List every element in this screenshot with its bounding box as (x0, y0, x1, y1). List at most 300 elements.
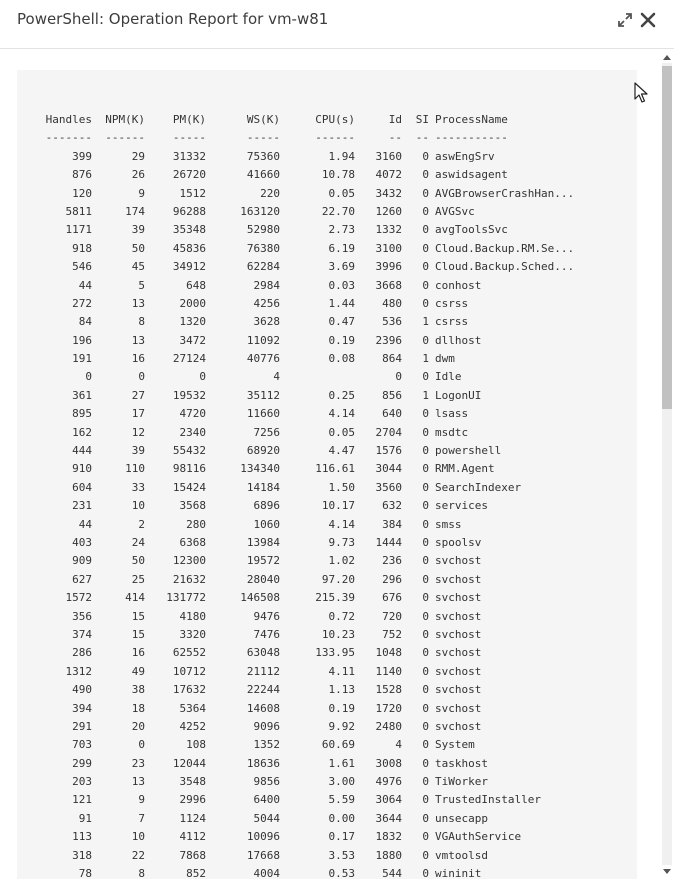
cell-npm: 10 (131, 499, 145, 513)
cell-handles: 1171 (65, 223, 92, 237)
cell-npm: 38 (131, 683, 145, 697)
cell-npm: 18 (131, 701, 145, 715)
cell-id: 2704 (375, 425, 402, 439)
cell-cpu: 0.03 (328, 278, 355, 292)
cell-cpu: 3.69 (328, 260, 355, 274)
cell-ws: 6896 (253, 499, 280, 513)
cell-cpu: 0.05 (328, 425, 355, 439)
cell-ws: 63048 (246, 646, 280, 660)
cell-cpu: 97.20 (321, 572, 355, 586)
cell-npm: 24 (131, 535, 145, 549)
cell-ws: 146508 (240, 591, 280, 605)
cell-id: 4976 (375, 775, 402, 789)
cell-handles: 162 (72, 425, 92, 439)
separator-npm: ------ (105, 131, 145, 145)
cell-id: 384 (382, 517, 402, 531)
cell-cpu: 6.19 (328, 241, 355, 255)
cell-ws: 52980 (246, 223, 280, 237)
cell-si: 0 (422, 444, 429, 458)
cell-handles: 120 (72, 186, 92, 200)
cell-pm: 280 (186, 517, 206, 531)
cell-npm: 39 (131, 444, 145, 458)
separator-ws: ----- (246, 131, 280, 145)
cell-pm: 1124 (179, 811, 206, 825)
cell-cpu: 9.92 (328, 719, 355, 733)
cell-npm: 110 (125, 462, 145, 476)
cell-npm: 29 (131, 149, 145, 163)
cell-si: 0 (422, 241, 429, 255)
separator-cpu: ------ (315, 131, 355, 145)
cell-id: 536 (382, 315, 402, 329)
cell-processname: csrss (435, 296, 469, 310)
cell-processname: conhost (435, 278, 482, 292)
cell-ws: 6400 (253, 793, 280, 807)
cell-ws: 3628 (253, 315, 280, 329)
cell-pm: 852 (186, 867, 206, 879)
cell-handles: 403 (72, 535, 92, 549)
cell-cpu: 9.73 (328, 535, 355, 549)
cell-si: 0 (422, 591, 429, 605)
scroll-up-arrow-icon[interactable] (663, 55, 671, 60)
cell-npm: 27 (131, 388, 145, 402)
cell-id: 1444 (375, 535, 402, 549)
cell-cpu: 1.44 (328, 296, 355, 310)
cell-cpu: 22.70 (321, 204, 355, 218)
cell-ws: 68920 (246, 444, 280, 458)
cell-ws: 220 (260, 186, 280, 200)
cell-npm: 25 (131, 572, 145, 586)
cell-processname: dwm (435, 352, 455, 366)
separator-id: -- (388, 131, 402, 145)
cell-cpu: 0.17 (328, 830, 355, 844)
mouse-pointer-icon (634, 82, 650, 104)
cell-processname: aswEngSrv (435, 149, 495, 163)
cell-id: 1720 (375, 701, 402, 715)
cell-ws: 4 (273, 370, 280, 384)
cell-pm: 12044 (172, 756, 206, 770)
cell-ws: 10096 (246, 830, 280, 844)
cell-handles: 84 (78, 315, 92, 329)
cell-si: 1 (422, 388, 429, 402)
cell-si: 0 (422, 425, 429, 439)
cell-id: 640 (382, 407, 402, 421)
cell-id: 4072 (375, 168, 402, 182)
cell-id: 1528 (375, 683, 402, 697)
cell-ws: 7256 (253, 425, 280, 439)
cell-si: 0 (422, 738, 429, 752)
cell-npm: 9 (138, 793, 145, 807)
cell-handles: 286 (72, 646, 92, 660)
cell-cpu: 10.23 (321, 627, 355, 641)
cell-processname: lsass (435, 407, 469, 421)
cell-npm: 16 (131, 646, 145, 660)
cell-processname: AVGSvc (435, 204, 475, 218)
cell-id: 3644 (375, 811, 402, 825)
cell-pm: 3548 (179, 775, 206, 789)
cell-processname: AVGBrowserCrashHan... (435, 186, 575, 200)
cell-si: 0 (422, 572, 429, 586)
cell-processname: wininit (435, 867, 482, 879)
cell-pm: 2996 (179, 793, 206, 807)
cell-pm: 12300 (172, 554, 206, 568)
cell-ws: 62284 (246, 260, 280, 274)
cell-si: 0 (422, 775, 429, 789)
cell-id: 3996 (375, 260, 402, 274)
cell-pm: 3568 (179, 499, 206, 513)
cell-pm: 62552 (172, 646, 206, 660)
cell-npm: 49 (131, 664, 145, 678)
cell-ws: 134340 (240, 462, 280, 476)
cell-processname: csrss (435, 315, 469, 329)
report-output (17, 70, 637, 879)
cell-cpu: 1.13 (328, 683, 355, 697)
separator-handles: ------- (45, 131, 92, 145)
cell-cpu: 0.19 (328, 333, 355, 347)
cell-npm: 13 (131, 333, 145, 347)
cell-handles: 394 (72, 701, 92, 715)
cell-id: 3008 (375, 756, 402, 770)
cell-si: 0 (422, 462, 429, 476)
cell-pm: 96288 (172, 204, 206, 218)
cell-pm: 7868 (179, 848, 206, 862)
cell-npm: 23 (131, 756, 145, 770)
cell-id: 3044 (375, 462, 402, 476)
cell-ws: 21112 (246, 664, 280, 678)
cell-ws: 40776 (246, 352, 280, 366)
cell-handles: 703 (72, 738, 92, 752)
cell-pm: 6368 (179, 535, 206, 549)
cell-si: 0 (422, 499, 429, 513)
expand-icon[interactable] (617, 12, 633, 28)
cell-processname: smss (435, 517, 462, 531)
cell-cpu: 10.17 (321, 499, 355, 513)
cell-pm: 131772 (166, 591, 206, 605)
cell-id: 1048 (375, 646, 402, 660)
cell-npm: 50 (131, 241, 145, 255)
cell-npm: 33 (131, 480, 145, 494)
cell-ws: 13984 (246, 535, 280, 549)
cell-id: 3160 (375, 149, 402, 163)
separator-processname: ----------- (435, 131, 508, 145)
cell-npm: 12 (131, 425, 145, 439)
cell-npm: 13 (131, 775, 145, 789)
cell-ws: 7476 (253, 627, 280, 641)
cell-ws: 9096 (253, 719, 280, 733)
cell-ws: 18636 (246, 756, 280, 770)
cell-npm: 15 (131, 627, 145, 641)
cell-processname: svchost (435, 664, 482, 678)
cell-processname: svchost (435, 572, 482, 586)
cell-processname: VGAuthService (435, 830, 522, 844)
cell-pm: 108 (186, 738, 206, 752)
cell-handles: 272 (72, 296, 92, 310)
cell-handles: 121 (72, 793, 92, 807)
cell-cpu: 0.53 (328, 867, 355, 879)
cell-handles: 91 (78, 811, 92, 825)
cell-npm: 8 (138, 315, 145, 329)
cell-ws: 4256 (253, 296, 280, 310)
cell-pm: 4252 (179, 719, 206, 733)
cell-pm: 17632 (172, 683, 206, 697)
cell-id: 1140 (375, 664, 402, 678)
header-pm: PM(K) (172, 113, 206, 126)
cell-processname: dllhost (435, 333, 482, 347)
cell-cpu: 0.08 (328, 352, 355, 366)
cell-npm: 45 (131, 260, 145, 274)
close-icon[interactable] (639, 11, 657, 29)
cell-ws: 163120 (240, 204, 280, 218)
cell-processname: Cloud.Backup.Sched... (435, 260, 575, 274)
scroll-thumb[interactable] (662, 66, 672, 409)
cell-processname: svchost (435, 701, 482, 715)
cell-processname: SearchIndexer (435, 480, 522, 494)
cell-si: 0 (422, 554, 429, 568)
cell-cpu: 133.95 (315, 646, 355, 660)
cell-id: 544 (382, 867, 402, 879)
cell-npm: 22 (131, 848, 145, 862)
cell-handles: 44 (78, 517, 92, 531)
cell-ws: 75360 (246, 149, 280, 163)
cell-npm: 20 (131, 719, 145, 733)
cell-ws: 5044 (253, 811, 280, 825)
cell-pm: 15424 (172, 480, 206, 494)
cell-ws: 14184 (246, 480, 280, 494)
cell-pm: 3472 (179, 333, 206, 347)
cell-cpu: 3.53 (328, 848, 355, 862)
cell-pm: 26720 (172, 168, 206, 182)
cell-processname: svchost (435, 719, 482, 733)
cell-npm: 26 (131, 168, 145, 182)
cell-processname: msdtc (435, 425, 469, 439)
cell-cpu: 0.05 (328, 186, 355, 200)
cell-processname: avgToolsSvc (435, 223, 508, 237)
cell-id: 1576 (375, 444, 402, 458)
cell-id: 480 (382, 296, 402, 310)
cell-si: 0 (422, 701, 429, 715)
cell-pm: 3320 (179, 627, 206, 641)
cell-handles: 374 (72, 627, 92, 641)
cell-handles: 910 (72, 462, 92, 476)
cell-handles: 44 (78, 278, 92, 292)
cell-processname: taskhost (435, 756, 488, 770)
cell-handles: 399 (72, 149, 92, 163)
dialog-header (0, 0, 674, 49)
cell-si: 0 (422, 278, 429, 292)
cell-si: 0 (422, 407, 429, 421)
cell-si: 1 (422, 315, 429, 329)
cell-processname: svchost (435, 554, 482, 568)
header-ws: WS(K) (246, 113, 280, 126)
cell-cpu: 1.94 (328, 149, 355, 163)
cell-ws: 41660 (246, 168, 280, 182)
cell-handles: 318 (72, 848, 92, 862)
cell-ws: 76380 (246, 241, 280, 255)
cell-pm: 35348 (172, 223, 206, 237)
cell-si: 0 (422, 627, 429, 641)
cell-ws: 11660 (246, 407, 280, 421)
separator-pm: ----- (172, 131, 206, 145)
vertical-scrollbar[interactable] (660, 49, 674, 879)
cell-id: 720 (382, 609, 402, 623)
cell-si: 0 (422, 204, 429, 218)
cell-id: 752 (382, 627, 402, 641)
cell-cpu: 0.72 (328, 609, 355, 623)
cell-pm: 1512 (179, 186, 206, 200)
cell-pm: 4720 (179, 407, 206, 421)
cell-npm: 174 (125, 204, 145, 218)
separator-si: -- (415, 131, 429, 145)
cell-cpu: 1.50 (328, 480, 355, 494)
scroll-down-arrow-icon[interactable] (663, 869, 671, 874)
cell-handles: 627 (72, 572, 92, 586)
cell-npm: 50 (131, 554, 145, 568)
cell-cpu: 4.14 (328, 407, 355, 421)
cell-handles: 918 (72, 241, 92, 255)
cell-cpu: 4.14 (328, 517, 355, 531)
cell-pm: 98116 (172, 462, 206, 476)
cell-si: 1 (422, 352, 429, 366)
cell-handles: 113 (72, 830, 92, 844)
cell-handles: 909 (72, 554, 92, 568)
cell-si: 0 (422, 260, 429, 274)
cell-processname: TrustedInstaller (435, 793, 541, 807)
header-processname: ProcessName (435, 113, 508, 126)
cell-npm: 5 (138, 278, 145, 292)
header-cpu: CPU(s) (315, 113, 355, 126)
cell-cpu: 0.47 (328, 315, 355, 329)
cell-si: 0 (422, 719, 429, 733)
cell-id: 2480 (375, 719, 402, 733)
cell-processname: svchost (435, 646, 482, 660)
dialog-title: PowerShell: Operation Report for vm-w81 (17, 10, 329, 28)
cell-ws: 22244 (246, 683, 280, 697)
cell-si: 0 (422, 296, 429, 310)
cell-processname: svchost (435, 591, 482, 605)
cell-pm: 0 (199, 370, 206, 384)
cell-processname: svchost (435, 683, 482, 697)
cell-id: 856 (382, 388, 402, 402)
cell-si: 0 (422, 793, 429, 807)
cell-ws: 14608 (246, 701, 280, 715)
cell-handles: 203 (72, 775, 92, 789)
cell-id: 3100 (375, 241, 402, 255)
cell-id: 676 (382, 591, 402, 605)
cell-handles: 1572 (65, 591, 92, 605)
cell-si: 0 (422, 646, 429, 660)
cell-id: 1832 (375, 830, 402, 844)
cell-npm: 2 (138, 517, 145, 531)
cell-npm: 9 (138, 186, 145, 200)
cell-cpu: 215.39 (315, 591, 355, 605)
cell-processname: services (435, 499, 488, 513)
cell-npm: 17 (131, 407, 145, 421)
cell-processname: TiWorker (435, 775, 488, 789)
cell-si: 0 (422, 609, 429, 623)
header-si: SI (415, 113, 429, 126)
cell-pm: 21632 (172, 572, 206, 586)
cell-npm: 39 (131, 223, 145, 237)
cell-cpu: 0.19 (328, 701, 355, 715)
cell-handles: 895 (72, 407, 92, 421)
cell-processname: svchost (435, 627, 482, 641)
cell-ws: 19572 (246, 554, 280, 568)
cell-ws: 4004 (253, 867, 280, 879)
cell-pm: 648 (186, 278, 206, 292)
cell-ws: 2984 (253, 278, 280, 292)
cell-pm: 4180 (179, 609, 206, 623)
cell-ws: 9856 (253, 775, 280, 789)
cell-handles: 196 (72, 333, 92, 347)
cell-pm: 4112 (179, 830, 206, 844)
cell-cpu: 5.59 (328, 793, 355, 807)
cell-cpu: 1.61 (328, 756, 355, 770)
cell-handles: 546 (72, 260, 92, 274)
cell-processname: RMM.Agent (435, 462, 495, 476)
cell-pm: 1320 (179, 315, 206, 329)
cell-pm: 2340 (179, 425, 206, 439)
cell-id: 632 (382, 499, 402, 513)
cell-id: 1880 (375, 848, 402, 862)
cell-processname: LogonUI (435, 388, 482, 402)
cell-ws: 28040 (246, 572, 280, 586)
cell-handles: 299 (72, 756, 92, 770)
cell-si: 0 (422, 168, 429, 182)
cell-id: 3560 (375, 480, 402, 494)
cell-handles: 1312 (65, 664, 92, 678)
cell-pm: 10712 (172, 664, 206, 678)
cell-id: 1332 (375, 223, 402, 237)
cell-npm: 0 (138, 738, 145, 752)
cell-si: 0 (422, 223, 429, 237)
cell-pm: 45836 (172, 241, 206, 255)
cell-cpu: 4.11 (328, 664, 355, 678)
header-id: Id (388, 113, 402, 126)
cell-pm: 55432 (172, 444, 206, 458)
cell-id: 1260 (375, 204, 402, 218)
cell-id: 296 (382, 572, 402, 586)
cell-cpu: 116.61 (315, 462, 355, 476)
cell-id: 0 (395, 370, 402, 384)
cell-npm: 0 (138, 370, 145, 384)
cell-si: 0 (422, 333, 429, 347)
cell-cpu: 2.73 (328, 223, 355, 237)
cell-ws: 11092 (246, 333, 280, 347)
cell-pm: 5364 (179, 701, 206, 715)
cell-ws: 9476 (253, 609, 280, 623)
cell-npm: 10 (131, 830, 145, 844)
cell-id: 2396 (375, 333, 402, 347)
cell-processname: powershell (435, 444, 502, 458)
cell-cpu: 60.69 (321, 738, 355, 752)
cell-cpu: 0.25 (328, 388, 355, 402)
cell-id: 3432 (375, 186, 402, 200)
cell-cpu: 1.02 (328, 554, 355, 568)
cell-pm: 2000 (179, 296, 206, 310)
cell-handles: 490 (72, 683, 92, 697)
cell-npm: 15 (131, 609, 145, 623)
cell-pm: 27124 (172, 352, 206, 366)
cell-si: 0 (422, 756, 429, 770)
cell-handles: 356 (72, 609, 92, 623)
cell-processname: unsecapp (435, 811, 488, 825)
cell-handles: 291 (72, 719, 92, 733)
cell-npm: 7 (138, 811, 145, 825)
cell-handles: 444 (72, 444, 92, 458)
cell-handles: 231 (72, 499, 92, 513)
cell-pm: 19532 (172, 388, 206, 402)
cell-handles: 0 (85, 370, 92, 384)
cell-cpu: 3.00 (328, 775, 355, 789)
